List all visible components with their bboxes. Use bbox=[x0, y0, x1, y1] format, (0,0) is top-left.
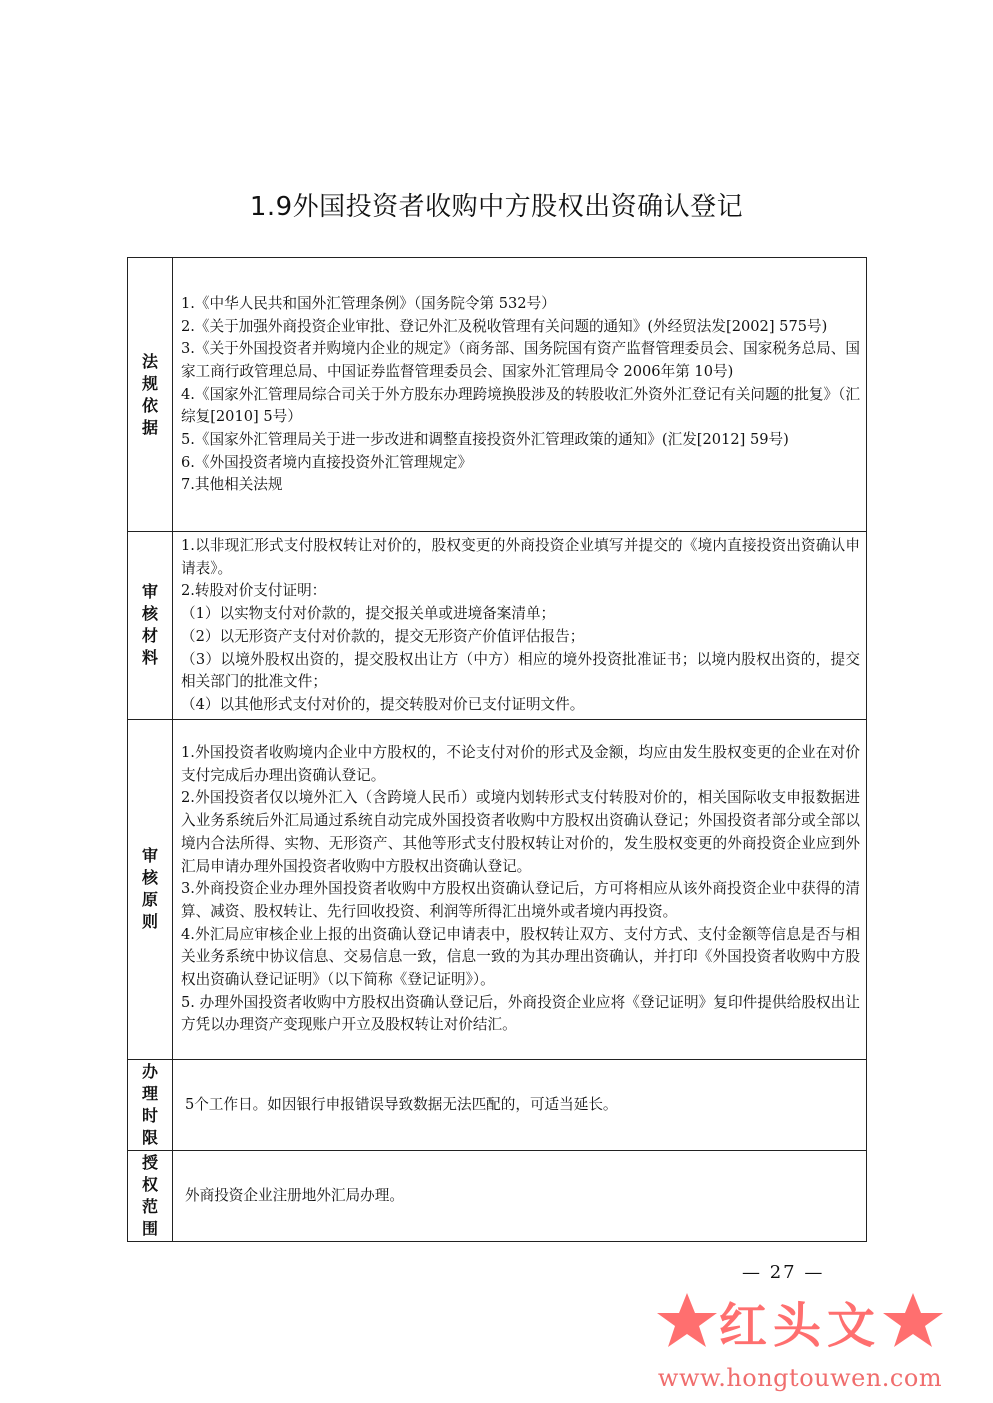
label-char: 核 bbox=[141, 868, 158, 888]
label-char: 料 bbox=[141, 648, 158, 668]
table-row-processing-time bbox=[128, 1059, 867, 1150]
list-item: 2.《关于加强外商投资企业审批、登记外汇及税收管理有关问题的通知》(外经贸法发[2002] 575号) bbox=[181, 317, 828, 335]
table-row-legal-basis bbox=[128, 258, 867, 532]
list-item: （1）以实物支付对价款的，提交报关单或进境备案清单； bbox=[181, 605, 556, 623]
label-char: 原 bbox=[141, 890, 158, 910]
label-char: 据 bbox=[141, 417, 158, 437]
label-char: 办 bbox=[141, 1061, 158, 1081]
time-limit-text: 5个工作日。如因银行申报错误导致数据无法匹配的，可适当延长。 bbox=[185, 1095, 618, 1113]
row-label-legal-basis bbox=[128, 258, 173, 532]
table-row-review-materials bbox=[128, 532, 867, 720]
list-item: 3.《关于外国投资者并购境内企业的规定》（商务部、国务院国有资产监督管理委员会、国家税务总局、国家工商行政管理总局、中国证券监督管理委员会、国家外汇管理局令 2006年第 10号) bbox=[181, 340, 860, 380]
processing-time-content bbox=[173, 1059, 867, 1150]
row-label-review-materials bbox=[128, 532, 173, 720]
page-title: 1.9外国投资者收购中方股权出资确认登记 bbox=[249, 192, 744, 222]
label-char: 则 bbox=[141, 912, 158, 932]
list-item: 2.外国投资者仅以境外汇入（含跨境人民币）或境内划转形式支付转股对价的，相关国际收支申报数据进入业务系统后外汇局通过系统自动完成外国投资者收购中方股权出资确认登记；外国投资者部分或全部以境内合法所得、实物、无形资产、其他等形式支付股权转让对价的，发生股权变更的外商投资企业应到外汇局申请办理外国投资者收购中方股权出资确认登记。 bbox=[181, 789, 860, 875]
label-char: 审 bbox=[141, 582, 158, 602]
list-item: （4）以其他形式支付对价的，提交转股对价已支付证明文件。 bbox=[181, 695, 585, 713]
list-item: 1.《中华人民共和国外汇管理条例》（国务院令第 532号） bbox=[181, 294, 556, 312]
label-char: 围 bbox=[141, 1218, 158, 1238]
watermark-url: www.hongtouwen.com bbox=[657, 1364, 943, 1392]
label-char: 法 bbox=[141, 351, 158, 371]
label-char: 依 bbox=[141, 395, 158, 415]
label-char: 理 bbox=[141, 1083, 158, 1103]
star-icon bbox=[655, 1289, 719, 1353]
watermark-brand: 红头文 bbox=[718, 1297, 881, 1354]
row-label-review-principles bbox=[128, 719, 173, 1059]
row-label-processing-time bbox=[128, 1059, 173, 1150]
authorization-scope-content bbox=[173, 1150, 867, 1241]
list-item: 5.《国家外汇管理局关于进一步改进和调整直接投资外汇管理政策的通知》(汇发[2012] 59号) bbox=[181, 431, 789, 449]
legal-basis-content bbox=[173, 258, 867, 532]
label-char: 材 bbox=[141, 626, 158, 646]
list-item: 4.外汇局应审核企业上报的出资确认登记申请表中，股权转让双方、支付方式、支付金额等信息是否与相关业务系统中协议信息、交易信息一致，信息一致的为其办理出资确认，并打印《外国投资者收购中方股权出资确认登记证明》（以下简称《登记证明》）。 bbox=[181, 925, 860, 989]
page-number: — 27 — bbox=[742, 1262, 825, 1283]
review-materials-content bbox=[173, 532, 867, 720]
label-char: 审 bbox=[141, 846, 158, 866]
label-char: 授 bbox=[141, 1152, 158, 1172]
label-char: 规 bbox=[141, 373, 158, 393]
row-label-authorization-scope bbox=[128, 1150, 173, 1241]
list-item: 6.《外国投资者境内直接投资外汇管理规定》 bbox=[181, 453, 473, 471]
list-item: 3.外商投资企业办理外国投资者收购中方股权出资确认登记后，方可将相应从该外商投资企业中获得的清算、减资、股权转让、先行回收投资、利润等所得汇出境外或者境内再投资。 bbox=[181, 880, 860, 920]
list-item: 4.《国家外汇管理局综合司关于外方股东办理跨境换股涉及的转股收汇外资外汇登记有关问题的批复》（汇综复[2010] 5号） bbox=[181, 385, 860, 426]
scope-text: 外商投资企业注册地外汇局办理。 bbox=[185, 1186, 404, 1204]
list-item: （3）以境外股权出资的，提交股权出让方（中方）相应的境外投资批准证书；以境内股权出资的，提交相关部门的批准文件； bbox=[181, 650, 860, 691]
list-item: 5. 办理外国投资者收购中方股权出资确认登记后，外商投资企业应将《登记证明》复印件提供给股权出让方凭以办理资产变现账户开立及股权转让对价结汇。 bbox=[181, 993, 860, 1034]
list-item: 1.外国投资者收购境内企业中方股权的，不论支付对价的形式及金额，均应由发生股权变更的企业在对价支付完成后办理出资确认登记。 bbox=[181, 744, 860, 784]
table-row-review-principles bbox=[128, 719, 867, 1059]
watermark bbox=[610, 1282, 990, 1400]
star-icon bbox=[881, 1289, 945, 1353]
list-item: 7.其他相关法规 bbox=[181, 476, 283, 494]
list-item: （2）以无形资产支付对价款的，提交无形资产价值评估报告； bbox=[181, 627, 585, 645]
review-principles-content bbox=[173, 719, 867, 1059]
list-item: 2.转股对价支付证明： bbox=[181, 582, 327, 600]
label-char: 限 bbox=[141, 1127, 158, 1147]
watermark-brand-line bbox=[610, 1282, 990, 1360]
label-char: 时 bbox=[141, 1105, 158, 1125]
list-item: 1.以非现汇形式支付股权转让对价的，股权变更的外商投资企业填写并提交的《境内直接投资出资确认申请表》。 bbox=[181, 537, 860, 577]
registration-table bbox=[127, 257, 867, 1242]
label-char: 范 bbox=[141, 1196, 158, 1216]
label-char: 权 bbox=[141, 1174, 158, 1194]
label-char: 核 bbox=[141, 604, 158, 624]
table-row-authorization-scope bbox=[128, 1150, 867, 1241]
